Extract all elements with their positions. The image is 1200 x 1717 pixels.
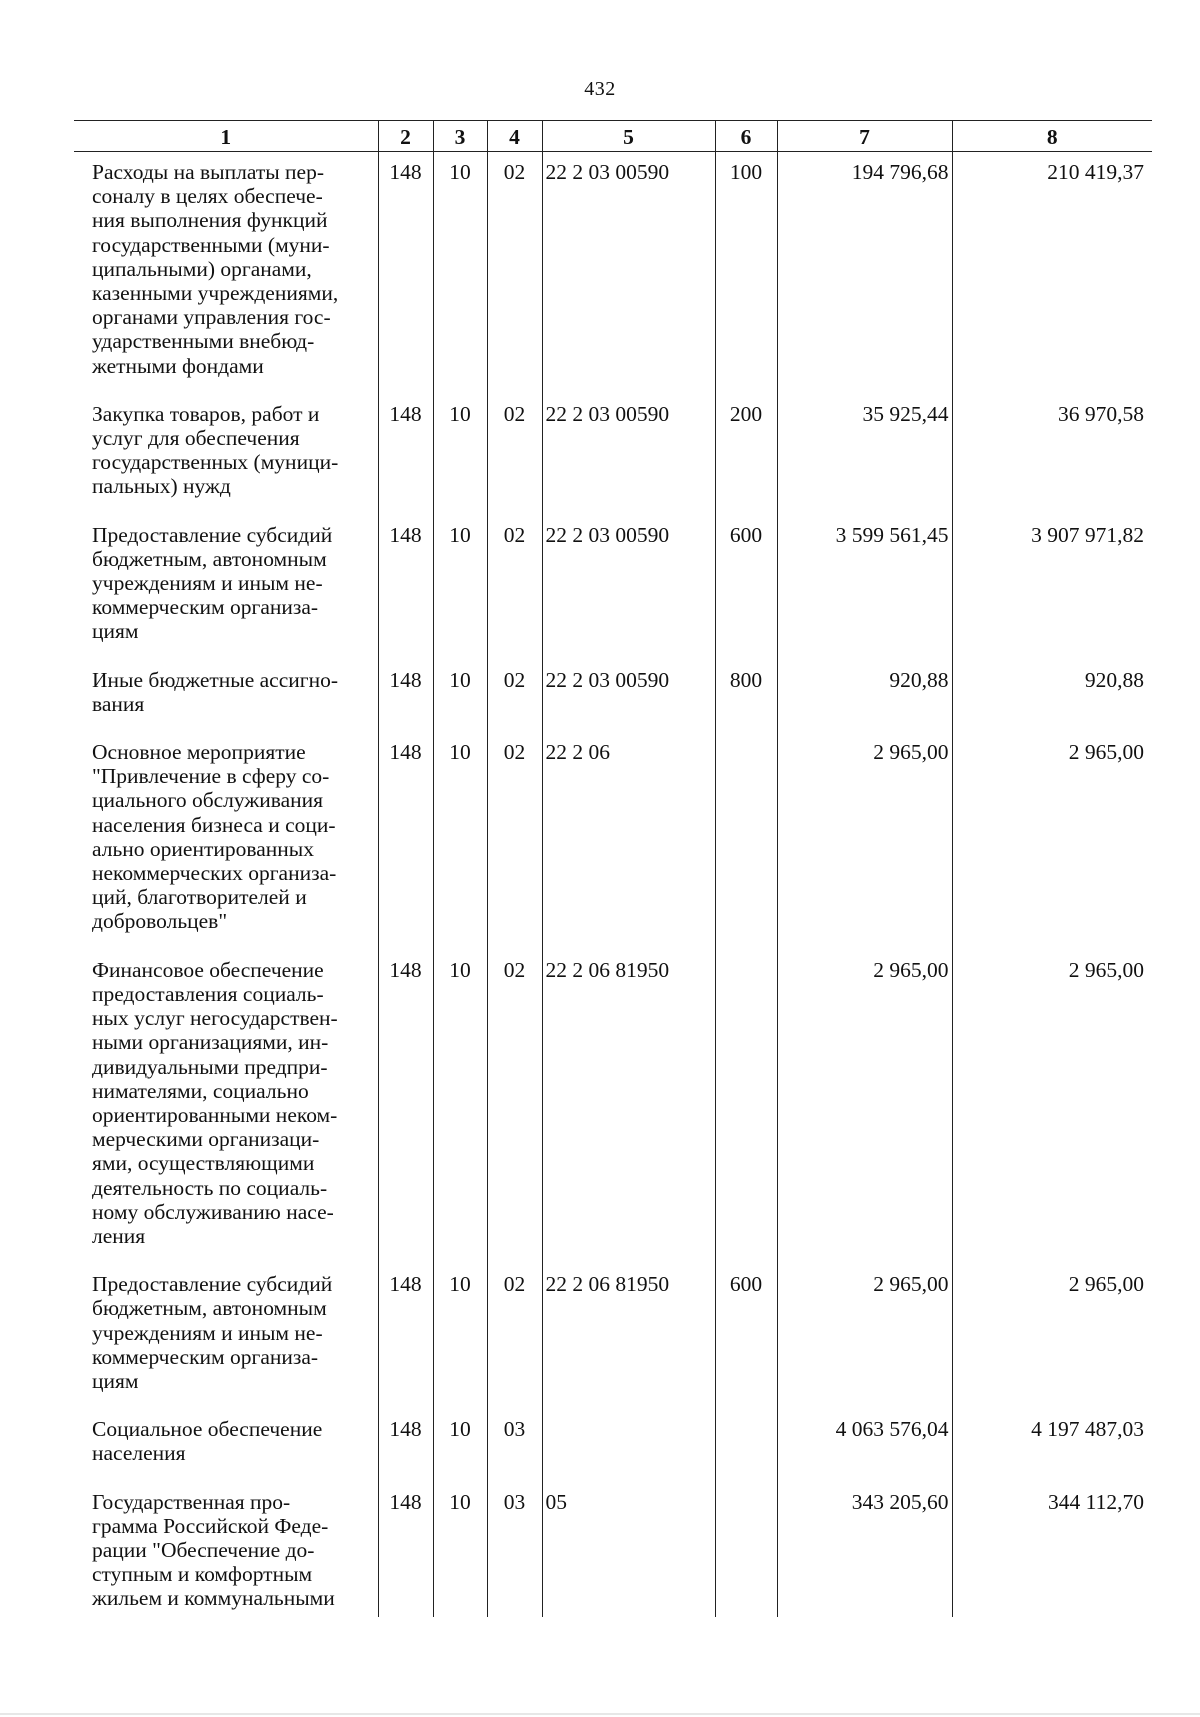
cell-target-article <box>542 950 715 1264</box>
cell-subsection-code <box>487 1482 542 1617</box>
cell-row-name <box>74 394 378 515</box>
amount-year-2-text: 344 112,70 <box>1048 1489 1144 1514</box>
cell-subsection-code <box>487 950 542 1264</box>
subsection-code-text: 02 <box>503 522 526 547</box>
cell-amount-year-1 <box>777 660 952 732</box>
admin-code-text: 148 <box>389 740 422 765</box>
cell-admin-code <box>378 1264 433 1409</box>
cell-expense-type <box>715 1409 777 1481</box>
cell-admin-code <box>378 515 433 660</box>
table-row <box>74 660 1152 732</box>
section-code-text: 10 <box>449 1489 471 1514</box>
cell-row-name <box>74 1409 378 1481</box>
section-code-text: 10 <box>449 160 471 184</box>
subsection-code-text: 02 <box>503 667 526 692</box>
cell-row-name <box>74 1264 378 1409</box>
cell-amount-year-1 <box>777 1482 952 1617</box>
cell-subsection-code <box>487 1264 542 1409</box>
amount-year-1-text: 194 796,68 <box>851 160 949 184</box>
target-article-text: 22 2 06 81950 <box>545 957 670 982</box>
cell-admin-code <box>378 660 433 732</box>
amount-year-1-text: 920,88 <box>889 667 949 692</box>
cell-amount-year-1 <box>777 515 952 660</box>
cell-amount-year-1 <box>777 1264 952 1409</box>
cell-admin-code <box>378 1409 433 1481</box>
admin-code-text: 148 <box>389 957 422 982</box>
cell-admin-code <box>378 1482 433 1617</box>
section-code-text: 10 <box>449 522 471 547</box>
table-row <box>74 515 1152 660</box>
cell-amount-year-2 <box>952 152 1152 394</box>
cell-amount-year-2 <box>952 1482 1152 1617</box>
cell-admin-code <box>378 732 433 950</box>
cell-row-name <box>74 950 378 1264</box>
cell-section-code <box>433 1409 487 1481</box>
cell-subsection-code <box>487 732 542 950</box>
row-name-text: Закупка товаров, работ и услуг для обеспечения государственных (муници- пальных) нужд <box>92 401 339 499</box>
table-row <box>74 1482 1152 1617</box>
row-name-text: Иные бюджетные ассигно- вания <box>92 667 338 716</box>
header-col-5: 5 <box>542 121 715 152</box>
expense-type-text: 600 <box>729 522 763 547</box>
header-col-7: 7 <box>777 121 952 152</box>
cell-amount-year-2 <box>952 950 1152 1264</box>
page-number: 432 <box>584 78 616 100</box>
subsection-code-text: 02 <box>503 160 526 184</box>
row-name-text: Государственная про- грамма Российской Феде- рации "Обеспечение до- ступным и комфортным жильем и коммунальными <box>92 1489 335 1611</box>
table-row <box>74 732 1152 950</box>
cell-section-code <box>433 515 487 660</box>
cell-target-article <box>542 1264 715 1409</box>
cell-subsection-code <box>487 1409 542 1481</box>
cell-admin-code <box>378 394 433 515</box>
target-article-text: 22 2 06 81950 <box>545 1272 670 1297</box>
cell-section-code <box>433 950 487 1264</box>
cell-section-code <box>433 152 487 394</box>
cell-row-name <box>74 732 378 950</box>
cell-admin-code <box>378 950 433 1264</box>
cell-row-name <box>74 515 378 660</box>
expense-type-text: 200 <box>729 401 763 426</box>
amount-year-2-text: 3 907 971,82 <box>1031 522 1144 547</box>
cell-expense-type <box>715 515 777 660</box>
cell-target-article <box>542 394 715 515</box>
cell-section-code <box>433 1482 487 1617</box>
header-col-1: 1 <box>74 121 378 152</box>
admin-code-text: 148 <box>389 667 422 692</box>
amount-year-2-text: 2 965,00 <box>1068 1272 1144 1297</box>
cell-expense-type <box>715 950 777 1264</box>
table-body <box>74 152 1152 1617</box>
section-code-text: 10 <box>449 1272 471 1297</box>
header-col-4: 4 <box>487 121 542 152</box>
page-bottom-edge <box>0 1707 1200 1717</box>
amount-year-1-text: 35 925,44 <box>862 401 949 426</box>
target-article-text: 22 2 03 00590 <box>545 160 670 184</box>
cell-row-name <box>74 152 378 394</box>
cell-expense-type <box>715 1264 777 1409</box>
row-name-text: Расходы на выплаты пер- соналу в целях обеспече- ния выполнения функций государственными (муни- ципальными) органами, казенными учреждениями, органами управления гос- ударственными внебюд- жетными фондами <box>92 160 339 378</box>
cell-row-name <box>74 1482 378 1617</box>
cell-section-code <box>433 1264 487 1409</box>
cell-amount-year-1 <box>777 950 952 1264</box>
section-code-text: 10 <box>449 740 471 765</box>
cell-target-article <box>542 152 715 394</box>
amount-year-1-text: 2 965,00 <box>873 740 949 765</box>
cell-amount-year-2 <box>952 1264 1152 1409</box>
cell-expense-type <box>715 394 777 515</box>
expense-type-text: 600 <box>729 1272 763 1297</box>
cell-amount-year-2 <box>952 1409 1152 1481</box>
budget-table <box>74 120 1152 1617</box>
target-article-text: 22 2 06 <box>545 740 610 765</box>
cell-target-article <box>542 732 715 950</box>
section-code-text: 10 <box>449 1417 471 1442</box>
admin-code-text: 148 <box>389 1272 422 1297</box>
header-col-8: 8 <box>952 121 1152 152</box>
subsection-code-text: 03 <box>503 1489 526 1514</box>
cell-subsection-code <box>487 660 542 732</box>
target-article-text: 22 2 03 00590 <box>545 401 670 426</box>
cell-expense-type <box>715 1482 777 1617</box>
amount-year-1-text: 2 965,00 <box>873 1272 949 1297</box>
cell-target-article <box>542 1409 715 1481</box>
table-row <box>74 1264 1152 1409</box>
subsection-code-text: 02 <box>503 1272 526 1297</box>
cell-section-code <box>433 660 487 732</box>
cell-subsection-code <box>487 394 542 515</box>
row-name-text: Основное мероприятие "Привлечение в сферу со- циального обслуживания населения бизнеса и соци- ально ориентированных некоммерческих организа- ций, благотворителей и добровольцев" <box>92 740 337 934</box>
cell-target-article <box>542 660 715 732</box>
amount-year-1-text: 2 965,00 <box>873 957 949 982</box>
row-name-text: Социальное обеспечение населения <box>92 1417 323 1466</box>
cell-subsection-code <box>487 515 542 660</box>
amount-year-1-text: 3 599 561,45 <box>835 522 949 547</box>
header-row <box>74 121 1152 152</box>
admin-code-text: 148 <box>389 401 422 426</box>
cell-amount-year-2 <box>952 660 1152 732</box>
amount-year-2-text: 920,88 <box>1084 667 1144 692</box>
subsection-code-text: 02 <box>503 401 526 426</box>
amount-year-2-text: 210 419,37 <box>1047 160 1144 184</box>
subsection-code-text: 03 <box>503 1417 526 1442</box>
admin-code-text: 148 <box>389 160 422 184</box>
amount-year-1-text: 343 205,60 <box>851 1489 949 1514</box>
cell-amount-year-1 <box>777 732 952 950</box>
amount-year-1-text: 4 063 576,04 <box>835 1417 949 1442</box>
amount-year-2-text: 4 197 487,03 <box>1031 1417 1144 1442</box>
cell-target-article <box>542 515 715 660</box>
cell-amount-year-1 <box>777 1409 952 1481</box>
cell-expense-type <box>715 660 777 732</box>
cell-expense-type <box>715 152 777 394</box>
amount-year-2-text: 2 965,00 <box>1068 740 1144 765</box>
table-row <box>74 1409 1152 1481</box>
cell-section-code <box>433 394 487 515</box>
table-row <box>74 152 1152 394</box>
cell-section-code <box>433 732 487 950</box>
admin-code-text: 148 <box>389 522 422 547</box>
row-name-text: Предоставление субсидий бюджетным, автономным учреждениям и иным не- коммерческим организа- циям <box>92 522 333 644</box>
subsection-code-text: 02 <box>503 957 526 982</box>
header-col-6: 6 <box>715 121 777 152</box>
target-article-text: 05 <box>545 1489 567 1514</box>
admin-code-text: 148 <box>389 1489 422 1514</box>
header-col-2: 2 <box>378 121 433 152</box>
table-row <box>74 394 1152 515</box>
cell-admin-code <box>378 152 433 394</box>
expense-type-text: 100 <box>729 160 763 184</box>
header-col-3: 3 <box>433 121 487 152</box>
expense-type-text: 800 <box>729 667 763 692</box>
cell-amount-year-2 <box>952 515 1152 660</box>
target-article-text: 22 2 03 00590 <box>545 667 670 692</box>
cell-amount-year-1 <box>777 394 952 515</box>
amount-year-2-text: 36 970,58 <box>1058 401 1144 426</box>
section-code-text: 10 <box>449 667 471 692</box>
cell-subsection-code <box>487 152 542 394</box>
table-row <box>74 950 1152 1264</box>
row-name-text: Предоставление субсидий бюджетным, автономным учреждениям и иным не- коммерческим организа- циям <box>92 1272 333 1393</box>
section-code-text: 10 <box>449 401 471 426</box>
cell-row-name <box>74 660 378 732</box>
row-name-text: Финансовое обеспечение предоставления социаль- ных услуг негосударствен- ными организациями, ин- дивидуальными предпри- нимателями, социально ориентированными неком- мерческими организаци- ями, осуществляющими деятельность по социаль- ному обслуживанию насе- ления <box>92 957 338 1248</box>
target-article-text: 22 2 03 00590 <box>545 522 670 547</box>
subsection-code-text: 02 <box>503 740 526 765</box>
admin-code-text: 148 <box>389 1417 422 1442</box>
amount-year-2-text: 2 965,00 <box>1068 957 1144 982</box>
cell-amount-year-2 <box>952 732 1152 950</box>
cell-amount-year-1 <box>777 152 952 394</box>
cell-amount-year-2 <box>952 394 1152 515</box>
section-code-text: 10 <box>449 957 471 982</box>
cell-target-article <box>542 1482 715 1617</box>
cell-expense-type <box>715 732 777 950</box>
